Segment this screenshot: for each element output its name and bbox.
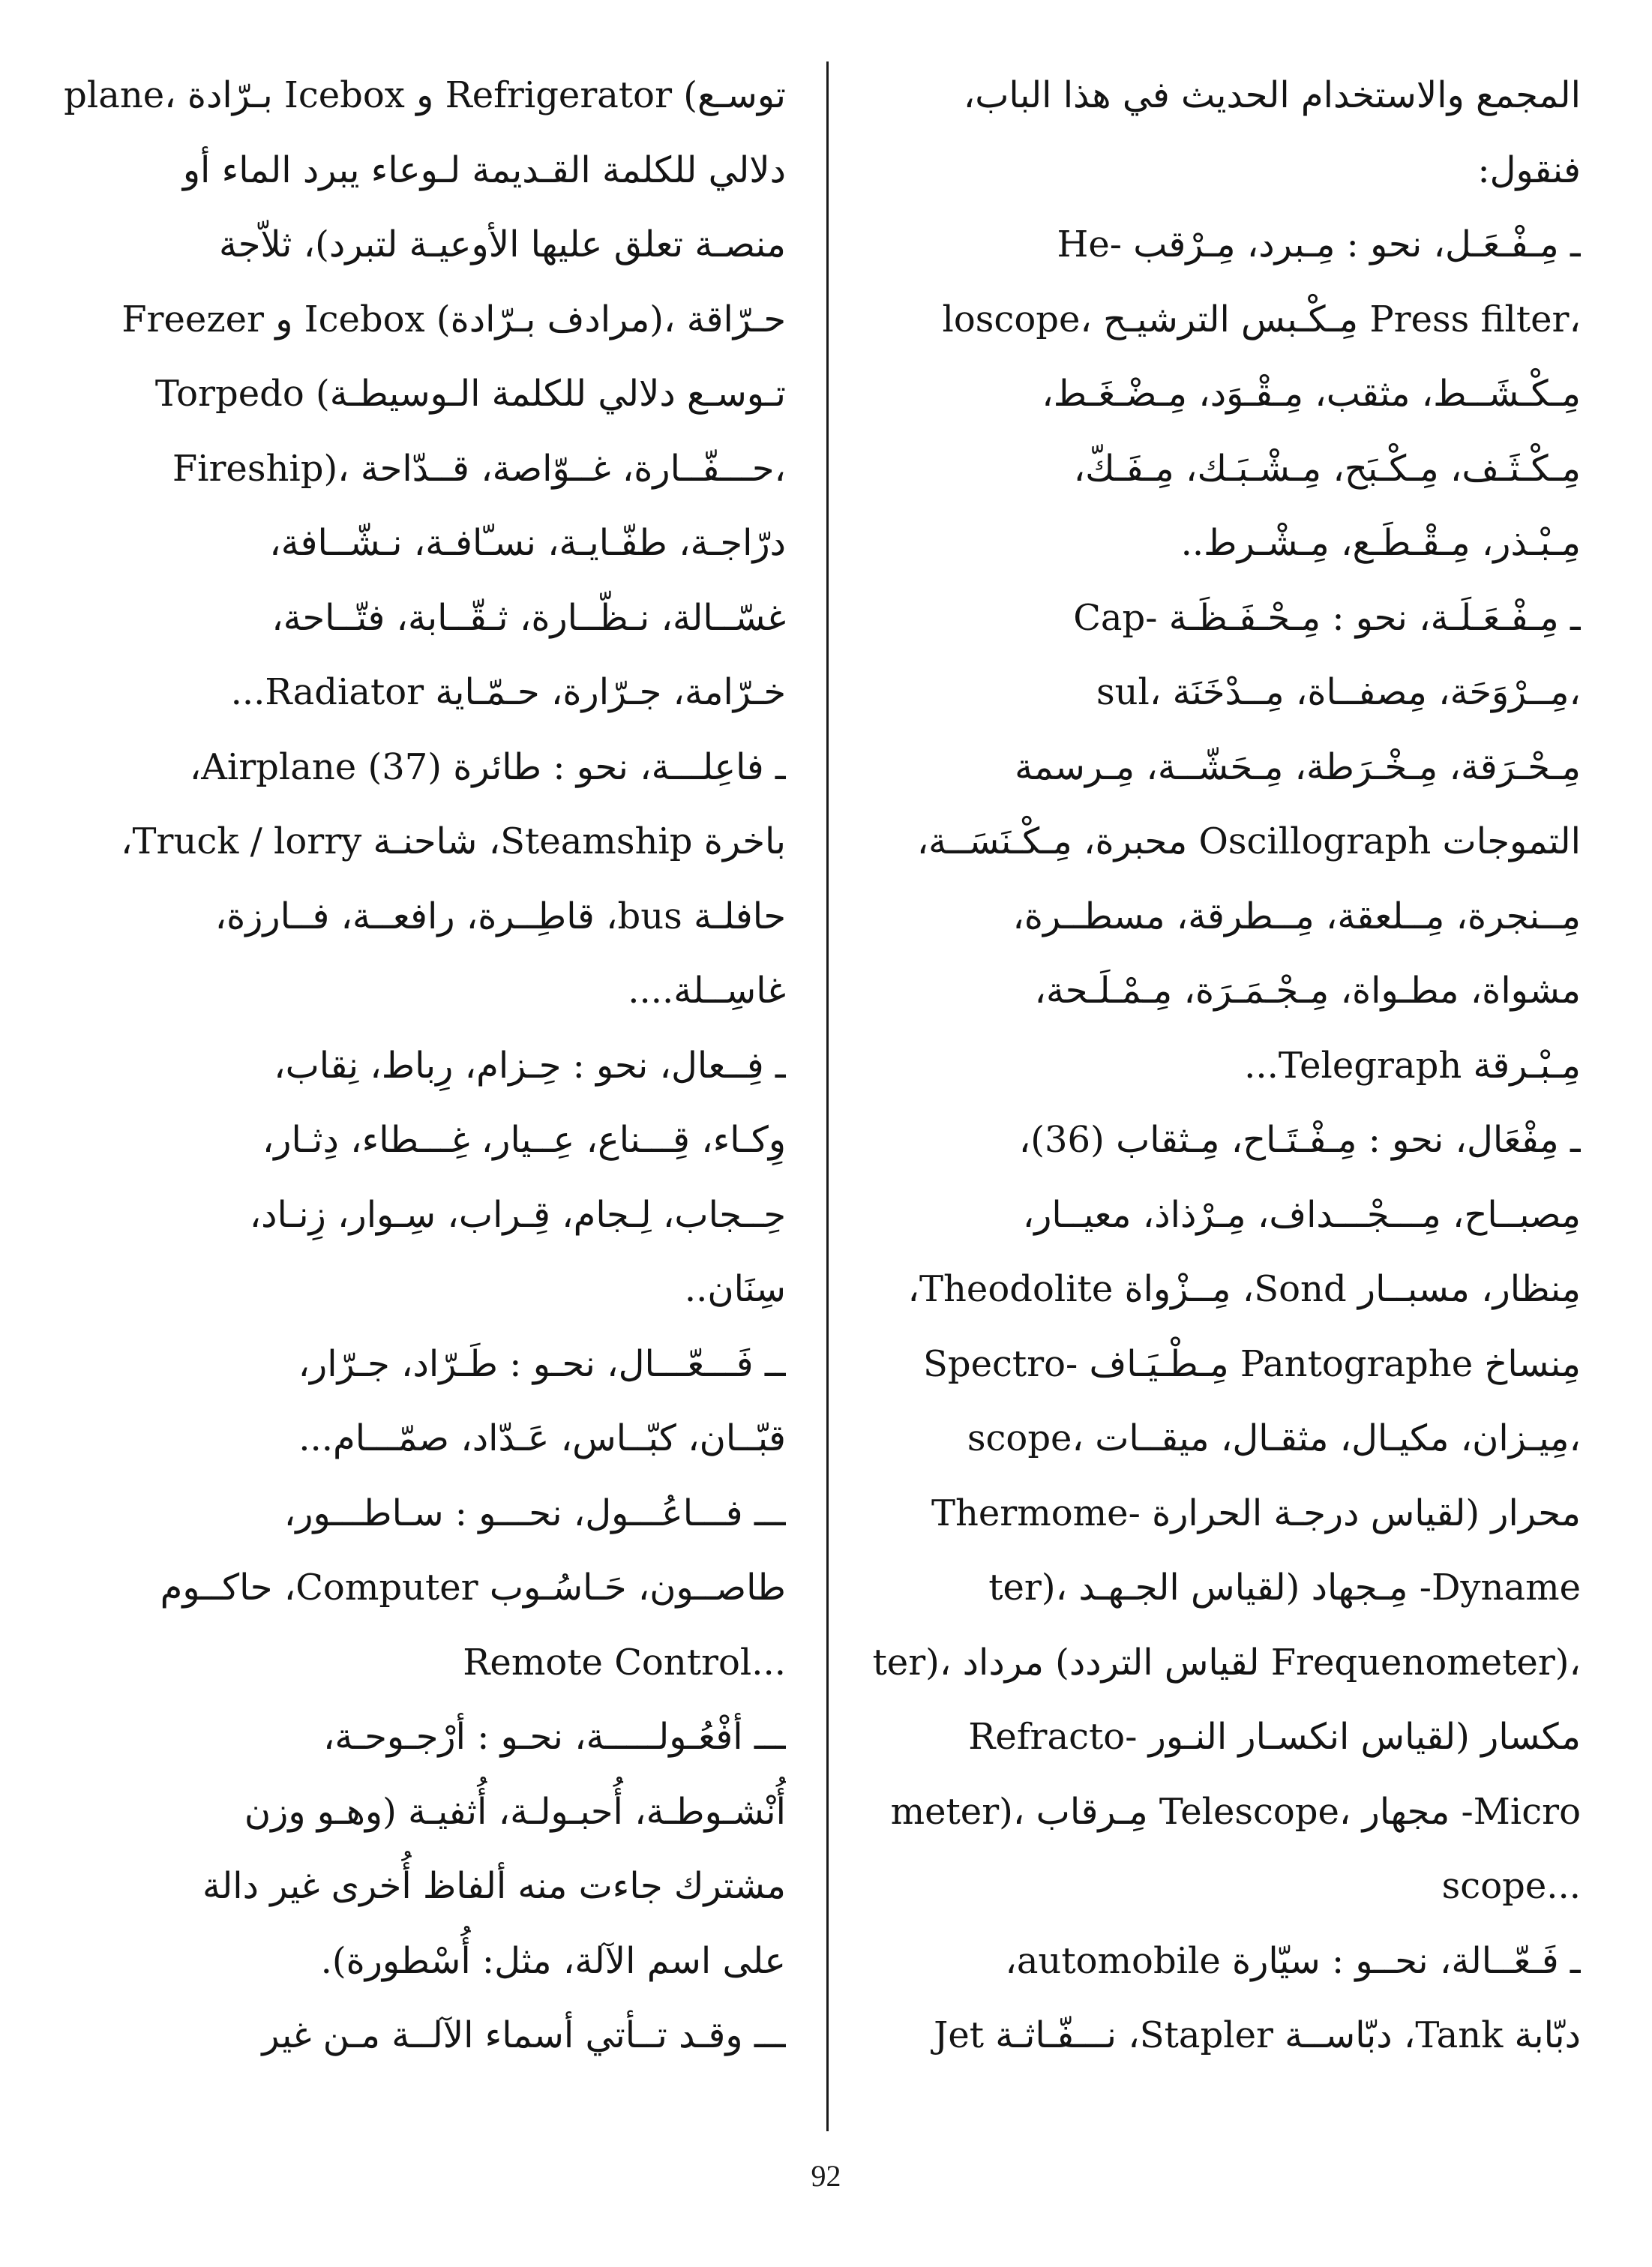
text-line: scope، مِيـزان، مكيـال، مثقـال، ميقــات، (967, 1417, 1581, 1459)
text-line: scope... (1441, 1865, 1581, 1907)
column-divider (826, 61, 829, 2131)
text-line: Freezer و Icebox (مرادف بـرّادة)، حـرّاقة (121, 298, 786, 340)
text-line: مِـحْـرَقة، مِـخْـرَطة، مِـحَشّــة، مِـرسمة (1015, 745, 1581, 788)
text-line: مِـبْـذر، مِـقْـطَـع، مِـشْـرط.. (1180, 522, 1581, 564)
text-line: مشواة، مطـواة، مِـجْـمَـرَة، مِـمْـلَـحة، (1034, 970, 1581, 1012)
text-line: سِنَان.. (684, 1268, 786, 1310)
text-line: التموجات Oscillograph محبرة، مِـكْـنَسَــة، (916, 820, 1581, 862)
text-line: loscope، مِـكْـبس الترشيـح Press filter، (942, 298, 1581, 340)
text-line: ـــ أفْعُـولـــــة، نحـو : أرْجـوحـة، (322, 1716, 786, 1758)
text-line: غاسِــلة.... (628, 970, 786, 1012)
text-line: غسّــالة، نـظّــارة، ثـقّــابة، فتّــاحة، (271, 596, 786, 639)
text-line: باخرة Steamship، شاحنـة Truck / lorry، (121, 820, 786, 862)
text-line: plane، بـرّادة Icebox و Refrigerator (توسـع (64, 74, 786, 116)
text-line: ـ مِـفْـعَـل، نحو : مِـبرد، مِـرْقب -He (1057, 223, 1581, 265)
text-line: قبّــان، كبّــاس، عَـدّاد، صمّـــام... (298, 1417, 786, 1459)
text-line: sul، مِــرْوَحَة، مِصفــاة، مِــدْخَنَة، (1096, 671, 1581, 713)
text-line: ــ فَـــعّـــال، نحـو : طَـرّاد، جـرّار، (298, 1342, 786, 1385)
page-number: 92 (811, 2159, 841, 2193)
text-line: وِكـاء، قِـــناع، عِــيار، غِـــطاء، دِثـار، (262, 1119, 786, 1161)
text-line: دبّابة Tank، دبّاســة Stapler، نـــفّـاثـة Jet (934, 2014, 1581, 2056)
text-line: Fireship)، حـــفّــارة، غــوّاصة، قــدّاحة، (172, 447, 786, 490)
text-line: أُنْشـوطـة، أُحبـولـة، أُثفيـة (وهـو وزن (244, 1790, 786, 1833)
text-line: مِــنجرة، مِــلعقة، مِــطرقة، مسطــرة، (1012, 895, 1581, 937)
text-line: ـ فِــعال، نحو : حِـزام، رِباط، نِقاب، (274, 1044, 786, 1087)
text-line: فنقول: (1477, 148, 1581, 191)
text-line: ـــ وقـد تــأتي أسماء الآلــة مـن غير (262, 2014, 786, 2056)
text-line: ter)، مرداد (لقياس التردد Frequenometer)، (872, 1641, 1581, 1684)
text-line: مكسار (لقياس انكسـار النـور -Refracto (968, 1716, 1581, 1758)
text-line: مِنساخ Pantographe مِـطْـيَـاف -Spectro (923, 1342, 1581, 1385)
text-line: meter)، مِـرقاب Telescope، مجهار -Micro (890, 1790, 1581, 1833)
text-line: خـرّامة، جـرّارة، حـمّـاية Radiator... (230, 671, 786, 713)
text-line: طاصــون، حَـاسُـوب Computer، حاكــوم (160, 1567, 786, 1609)
text-line: حِــجاب، لِـجام، قِـراب، سِـوار، زِنـاد، (249, 1193, 786, 1236)
text-line: المجمع والاستخدام الحديث في هذا الباب، (963, 74, 1581, 116)
text-line: ـ فاعِلـــة، نحو : طائرة (37) Airplane، (189, 745, 786, 788)
text-line: مِصبــاح، مِـــجْـــداف، مِـرْذاذ، معيــار، (1022, 1193, 1581, 1236)
text-line: مشترك جاءت منه ألفاظ أُخرى غير دالة (202, 1865, 786, 1907)
text-line: ـ مِفْعَال، نحو : مِـفْـتَـاح، مِـثقاب (36)، (1018, 1119, 1581, 1161)
text-line: ـ فَـعّــالة، نحــو : سيّارة automobile، (1005, 1939, 1581, 1982)
text-line: مِـكْـثَـف، مِـكْـبَح، مِـشْـبَـك، مِـفَـكّ، (1073, 447, 1581, 490)
text-line: Remote Control... (463, 1641, 786, 1684)
text-line: مِنظار، مسبــار Sond، مِــزْواة Theodolite، (907, 1268, 1581, 1310)
text-line: على اسم الآلة، مثل: أُسْطورة). (320, 1939, 786, 1982)
text-line: مِـبْـرقة Telegraph... (1244, 1044, 1581, 1087)
text-line: محرار (لقياس درجـة الحرارة -Thermome (931, 1492, 1581, 1534)
text-line: ـــ فـــاعُـــول، نحـــو : سـاطـــور، (283, 1492, 786, 1534)
text-line: ter)، مِـجهاد (لقياس الجـهـد -Dyname (988, 1567, 1581, 1609)
text-line: دلالي للكلمة القـديمة لـوعاء يبرد الماء أو (182, 148, 786, 191)
text-line: مِـكْـشَــط، مثقب، مِـقْـوَد، مِـضْـغَـط، (1042, 373, 1581, 415)
text-line: منصـة تعلق عليها الأوعيـة لتبرد)، ثلاّجة (219, 223, 786, 265)
right-text-column (853, 58, 1581, 2074)
text-line: ـ مِـفْـعَـلَـة، نحو : مِـحْـفَـظَـة -Cap (1073, 596, 1581, 639)
text-line: درّاجـة، طفّـايـة، نسـّافـة، نـشّــافة، (269, 522, 786, 564)
text-line: حافلـة bus، قاطِــرة، رافعــة، فــارزة، (214, 895, 786, 937)
left-text-column (58, 58, 786, 2074)
text-line: Torpedo (تـوسـع دلالي للكلمة الـوسيطـة (154, 373, 786, 415)
